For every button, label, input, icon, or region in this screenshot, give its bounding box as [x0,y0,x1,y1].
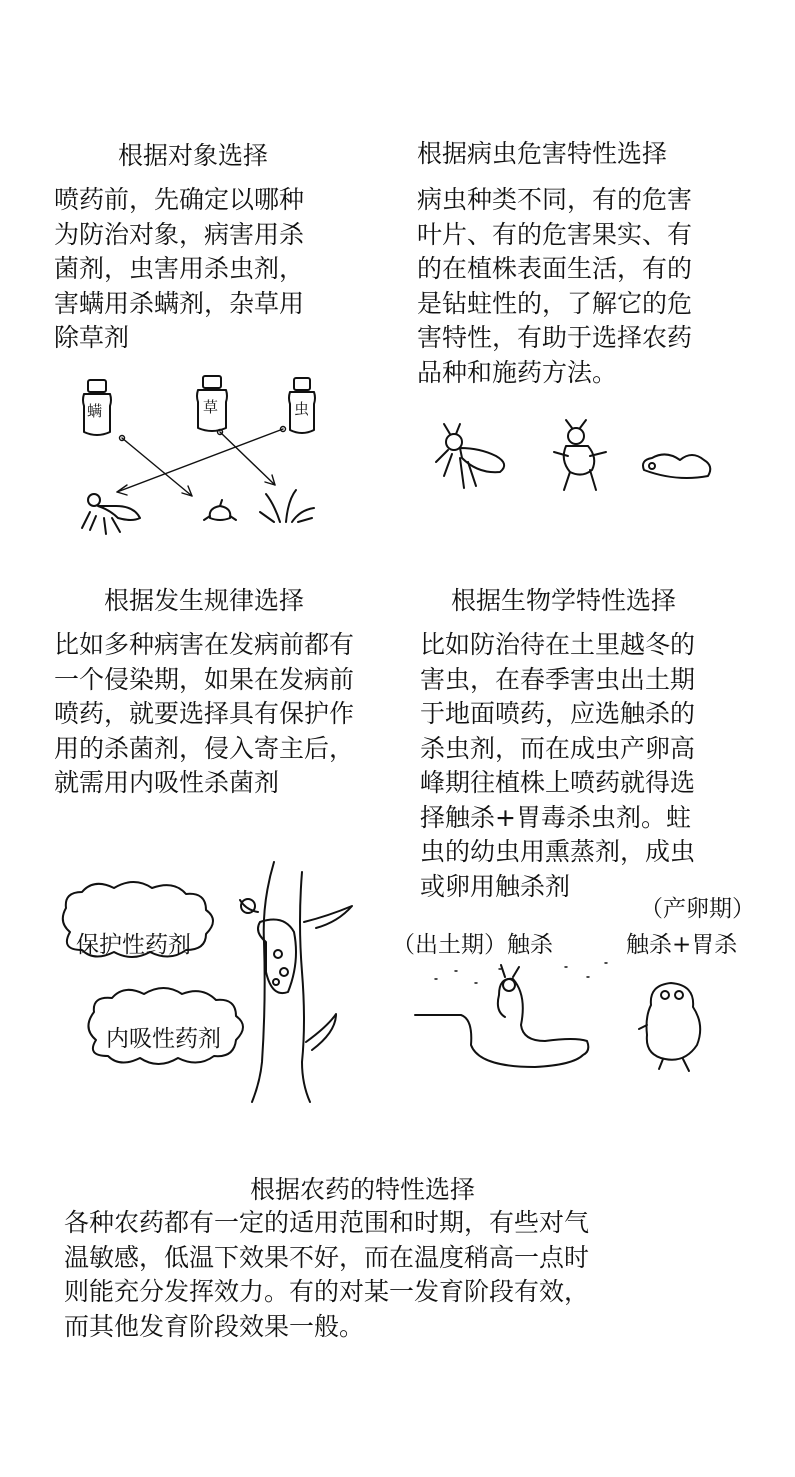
mite-icon [204,500,236,520]
bottle-label: 螨 [87,402,103,420]
bottle-label: 草 [203,398,219,416]
spray-dots-icon [435,963,607,983]
bottle-label: 虫 [294,400,310,418]
cloud-label-protective: 保护性药剂 [76,932,191,958]
section-text-pattern: 比如多种病害在发病前都有 一个侵染期，如果在发病前 喷药，就要选择具有保护作 用的杀菌剂，侵入寄主后， 就需用内吸性杀菌剂 [54,630,355,797]
adult-insect-icon [639,983,700,1071]
section-title-pest: 根据病虫危害特性选择 [417,139,668,168]
section-text-pest: 病虫种类不同，有的危害 叶片、有的危害果实、有 的在植株表面生活，有的 是钻蛀性的，了解它的危 害特性，有助于选择农药 品种和施药方法。 [417,185,693,387]
section-text-bio: 比如防治待在土里越冬的 害虫，在春季害虫出土期 于地面喷药，应选触杀的 杀虫剂，而在成虫产卵高 峰期往植株上喷药就得选 择触杀+胃毒杀虫剂。蛀 虫的幼虫用熏蒸剂，成虫 或卵用触杀剂 [420,630,696,901]
section-title-bio: 根据生物学特性选择 [451,586,677,615]
tree-illustration [40,862,370,1102]
fly-icon [436,424,504,488]
section-title-object: 根据对象选择 [118,141,269,170]
larva-icon [415,965,588,1067]
larva-icon [643,454,710,478]
cloud-label-systemic: 内吸性药剂 [106,1026,221,1052]
grass-icon [260,490,314,522]
tree-icon [240,862,352,1102]
section-text-pesticide: 各种农药都有一定的适用范围和时期，有些对气 温敏感，低温下效果不好，而在温度稍高一点时 则能充分发挥效力。有的对某一发育阶段有效， 而其他发育阶段效果一般。 [64,1208,590,1341]
section-title-pesticide: 根据农药的特性选择 [250,1175,476,1204]
bottles-illustration [60,372,400,552]
label-oviposition: （产卵期） [640,896,755,922]
label-contact-stomach: 触杀+胃杀 [626,932,738,958]
section-title-pattern: 根据发生规律选择 [104,586,305,615]
pests-illustration [430,420,730,500]
section-text-object: 喷药前，先确定以哪种 为防治对象，病害用杀 菌剂，虫害用杀虫剂， 害螨用杀螨剂，杂草用 除草剂 [54,185,305,352]
label-emergence-contact: （出土期）触杀 [392,932,553,958]
arrow-icon [117,427,286,497]
beetle-icon [554,420,606,490]
insects-illustration [415,955,725,1085]
insect-icon [82,494,140,534]
